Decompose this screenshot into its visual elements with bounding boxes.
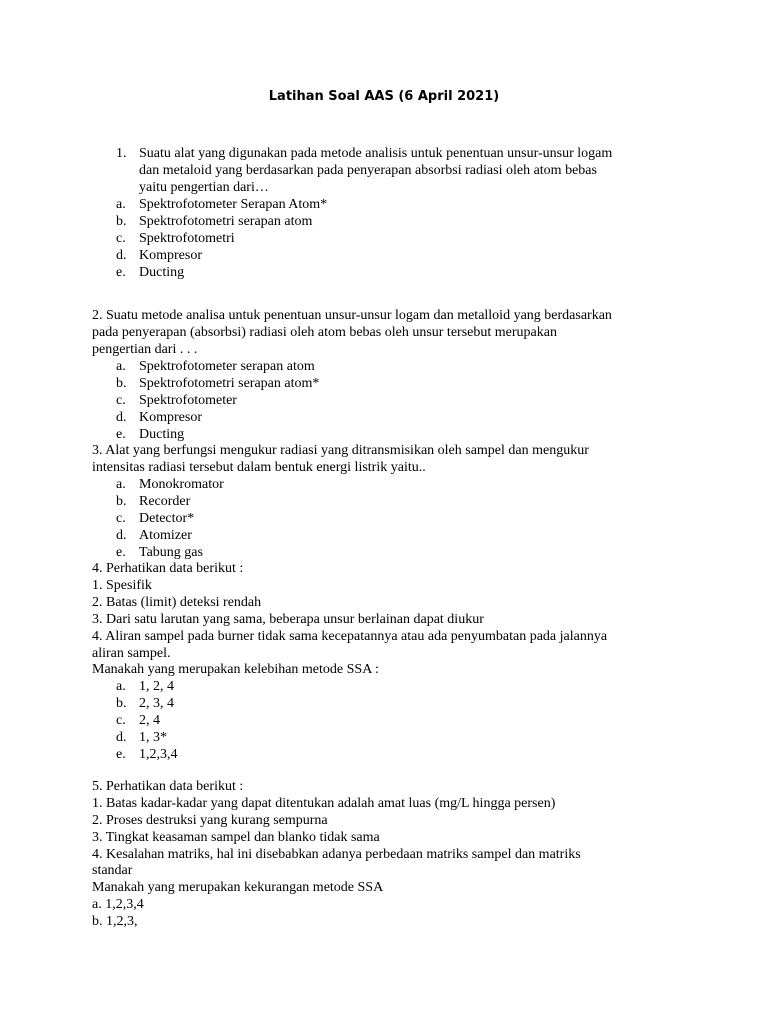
option-mark: d. [116, 248, 127, 263]
option-text: Ducting [139, 265, 185, 280]
option-text: Monokromator [139, 477, 224, 492]
question-text-line: 5. Perhatikan data berikut : [92, 779, 244, 794]
option-mark: c. [116, 713, 126, 728]
option-line: b. 1,2,3, [92, 914, 138, 929]
option-text: Kompresor [139, 248, 202, 263]
option-mark: e. [116, 747, 126, 762]
option-line: a. 1,2,3,4 [92, 897, 144, 912]
option-mark: b. [116, 214, 127, 229]
option-mark: e. [116, 545, 126, 560]
option-text: Spektrofotometer Serapan Atom* [139, 197, 328, 212]
question-text-line: 2. Suatu metode analisa untuk penentuan unsur-unsur logam dan metalloid yang berdasarkan [92, 308, 612, 323]
option-text: Atomizer [139, 528, 192, 543]
option-text: Spektrofotometer [139, 393, 237, 408]
option-mark: b. [116, 696, 127, 711]
question-text-line: aliran sampel. [92, 646, 171, 661]
option-mark: a. [116, 477, 126, 492]
option-mark: a. [116, 359, 126, 374]
question-text-line: 3. Tingkat keasaman sampel dan blanko tidak sama [92, 830, 380, 845]
option-mark: b. [116, 494, 127, 509]
option-text: 1,2,3,4 [139, 747, 178, 762]
option-text: Spektrofotometer serapan atom [139, 359, 315, 374]
option-text: Spektrofotometri [139, 231, 235, 246]
option-mark: a. [116, 197, 126, 212]
question-text-line: 1. Batas kadar-kadar yang dapat ditentukan adalah amat luas (mg/L hingga persen) [92, 796, 556, 811]
question-text-line: 4. Kesalahan matriks, hal ini disebabkan adanya perbedaan matriks sampel dan matriks [92, 847, 581, 862]
option-mark: a. [116, 679, 126, 694]
question-text-line: standar [92, 863, 133, 878]
option-text: Recorder [139, 494, 191, 509]
option-mark: e. [116, 427, 126, 442]
option-mark: c. [116, 231, 126, 246]
question-text-line: 2. Proses destruksi yang kurang sempurna [92, 813, 328, 828]
option-text: Spektrofotometri serapan atom [139, 214, 313, 229]
question-text-line: dan metaloid yang berdasarkan pada penyerapan absorbsi radiasi oleh atom bebas [139, 163, 597, 178]
option-mark: d. [116, 528, 127, 543]
document-title: Latihan Soal AAS (6 April 2021) [268, 89, 500, 104]
option-mark: c. [116, 393, 126, 408]
option-mark: b. [116, 376, 127, 391]
question-text-line: yaitu pengertian dari… [139, 180, 269, 195]
question-text-line: Manakah yang merupakan kekurangan metode SSA [92, 880, 384, 895]
question-text-line: pada penyerapan (absorbsi) radiasi oleh atom bebas oleh unsur tersebut merupakan [92, 325, 557, 340]
question-text-line: 4. Perhatikan data berikut : [92, 561, 244, 576]
option-text: Tabung gas [139, 545, 203, 560]
option-text: Ducting [139, 427, 185, 442]
question-text-line: intensitas radiasi tersebut dalam bentuk energi listrik yaitu.. [92, 460, 426, 475]
question-text-line: 3. Dari satu larutan yang sama, beberapa unsur berlainan dapat diukur [92, 612, 484, 627]
option-text: Detector* [139, 511, 195, 526]
option-mark: e. [116, 265, 126, 280]
question-text-line: 1. Spesifik [92, 578, 152, 593]
option-mark: d. [116, 730, 127, 745]
option-text: Kompresor [139, 410, 202, 425]
question-text-line: 3. Alat yang berfungsi mengukur radiasi yang ditransmisikan oleh sampel dan mengukur [92, 443, 589, 458]
option-text: 1, 2, 4 [139, 679, 174, 694]
question-text-line: Manakah yang merupakan kelebihan metode SSA : [92, 662, 379, 677]
option-mark: d. [116, 410, 127, 425]
option-text: 2, 3, 4 [139, 696, 174, 711]
option-mark: c. [116, 511, 126, 526]
option-text: Spektrofotometri serapan atom* [139, 376, 320, 391]
question-text-line: 4. Aliran sampel pada burner tidak sama kecepatannya atau ada penyumbatan pada jalannya [92, 629, 608, 644]
option-text: 2, 4 [139, 713, 160, 728]
question-number: 1. [116, 146, 127, 161]
question-text-line: 2. Batas (limit) deteksi rendah [92, 595, 262, 610]
question-text-line: pengertian dari . . . [92, 342, 198, 357]
option-text: 1, 3* [139, 730, 167, 745]
question-text-line: Suatu alat yang digunakan pada metode analisis untuk penentuan unsur-unsur logam [139, 146, 613, 161]
